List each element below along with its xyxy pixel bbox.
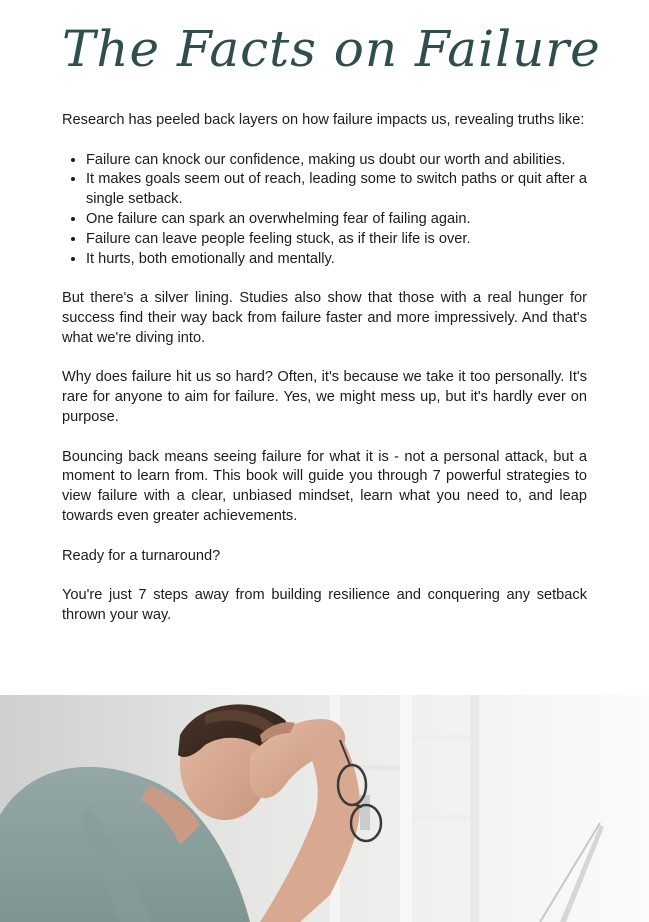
body-text	[62, 111, 587, 646]
closing-paragraph: You're just 7 steps away from building resilience and conquering any setback thrown your way.	[62, 587, 587, 623]
list-item: • One failure can spark an overwhelming fear of failing again.	[86, 210, 587, 230]
turnaround-paragraph: Ready for a turnaround?	[62, 547, 221, 564]
page-title: The Facts on Failure	[62, 20, 601, 78]
why-failure-paragraph: Why does failure hit us so hard? Often, it's because we take it too personally. It's rare for anyone to aim for failure. Yes, we might mess up, but it's hardly ever on purpose.	[62, 369, 587, 425]
list-item: • It makes goals seem out of reach, leading some to switch paths or quit after a single setback.	[86, 170, 587, 210]
list-item: • Failure can knock our confidence, making us doubt our worth and abilities.	[86, 151, 587, 171]
list-item: • It hurts, both emotionally and mentally.	[86, 250, 587, 270]
silver-lining-paragraph: But there's a silver lining. Studies also show that those with a real hunger for success find their way back from failure faster and more impressively. And that's what we're diving into.	[62, 290, 587, 346]
list-item: • Failure can leave people feeling stuck, as if their life is over.	[86, 230, 587, 250]
intro-paragraph: Research has peeled back layers on how failure impacts us, revealing truths like:	[62, 112, 585, 128]
bouncing-back-paragraph: Bouncing back means seeing failure for what it is - not a personal attack, but a moment to learn from. This book will guide you through 7 powerful strategies to view failure with a clear, unbiased mindset, learn what you need to, and leap towards even greater achievements.	[62, 448, 587, 524]
stressed-man-photo	[0, 695, 649, 922]
failure-effects-list	[62, 151, 587, 270]
